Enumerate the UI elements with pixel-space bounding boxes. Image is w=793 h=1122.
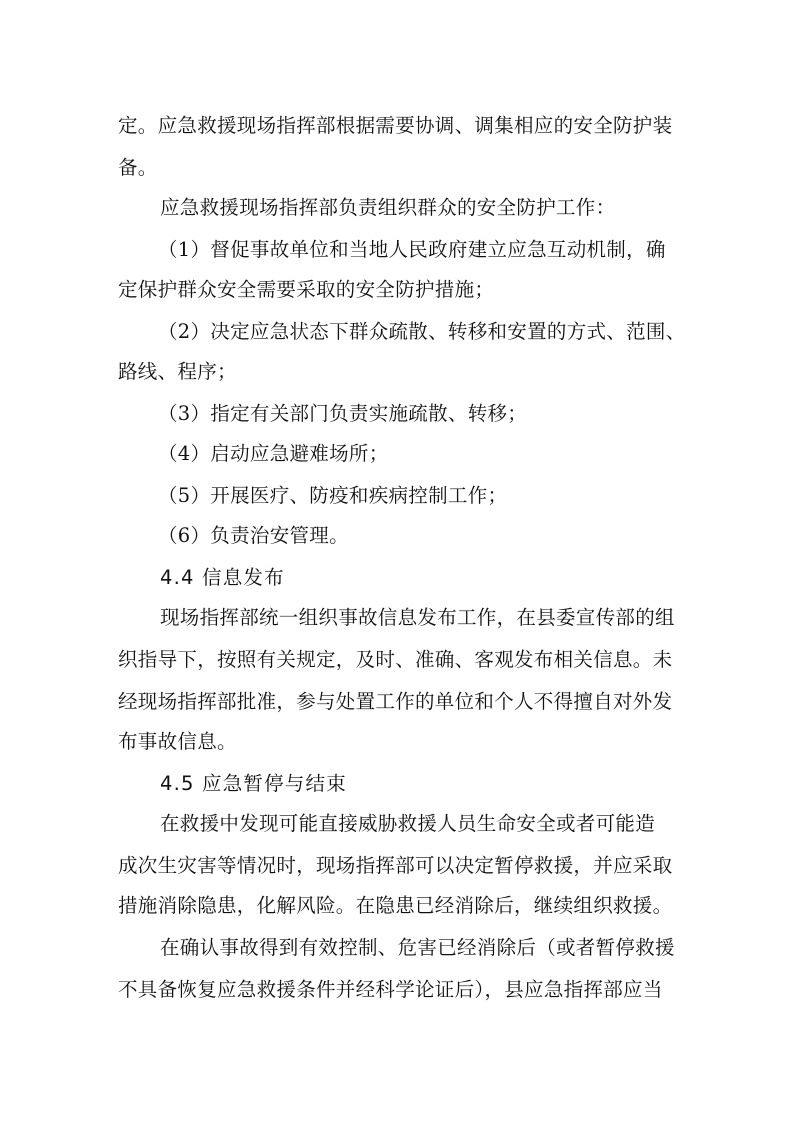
paragraph-line: 措施消除隐患，化解风险。在隐患已经消除后，继续组织救援。 — [118, 894, 673, 917]
list-item-line: 路线、程序； — [118, 360, 237, 383]
paragraph-line: 应急救援现场指挥部负责组织群众的安全防护工作： — [160, 196, 616, 219]
paragraph-line: 定。应急救援现场指挥部根据需要协调、调集相应的安全防护装 — [118, 114, 673, 137]
list-item-line: （4）启动应急避难场所； — [158, 442, 389, 465]
paragraph-line: 织指导下，按照有关规定，及时、准确、客观发布相关信息。未 — [118, 648, 673, 671]
list-item-line: （3）指定有关部门负责实施疏散、转移； — [158, 402, 528, 425]
paragraph-line: 备。 — [118, 156, 158, 179]
paragraph-line: 布事故信息。 — [118, 730, 237, 753]
paragraph-line: 在救援中发现可能直接威胁救援人员生命安全或者可能造 — [160, 812, 656, 835]
paragraph-line: 在确认事故得到有效控制、危害已经消除后（或者暂停救援 — [160, 936, 675, 959]
section-heading: 4.5 应急暂停与结束 — [160, 772, 347, 795]
list-item-line: （6）负责治安管理。 — [158, 524, 349, 547]
list-item-line: （5）开展医疗、防疫和疾病控制工作； — [158, 484, 508, 507]
paragraph-line: 经现场指挥部批准，参与处置工作的单位和个人不得擅自对外发 — [118, 690, 673, 713]
list-item-line: （2）决定应急状态下群众疏散、转移和安置的方式、范围、 — [158, 320, 686, 343]
paragraph-line: 成次生灾害等情况时，现场指挥部可以决定暂停救援，并应采取 — [118, 854, 673, 877]
paragraph-line: 现场指挥部统一组织事故信息发布工作，在县委宣传部的组 — [160, 606, 675, 629]
list-item-line: （1）督促事故单位和当地人民政府建立应急互动机制，确 — [158, 238, 666, 261]
paragraph-line: 不具备恢复应急救援条件并经科学论证后），县应急指挥部应当 — [118, 978, 663, 1001]
list-item-line: 定保护群众安全需要采取的安全防护措施； — [118, 278, 495, 301]
section-heading: 4.4 信息发布 — [160, 566, 285, 589]
